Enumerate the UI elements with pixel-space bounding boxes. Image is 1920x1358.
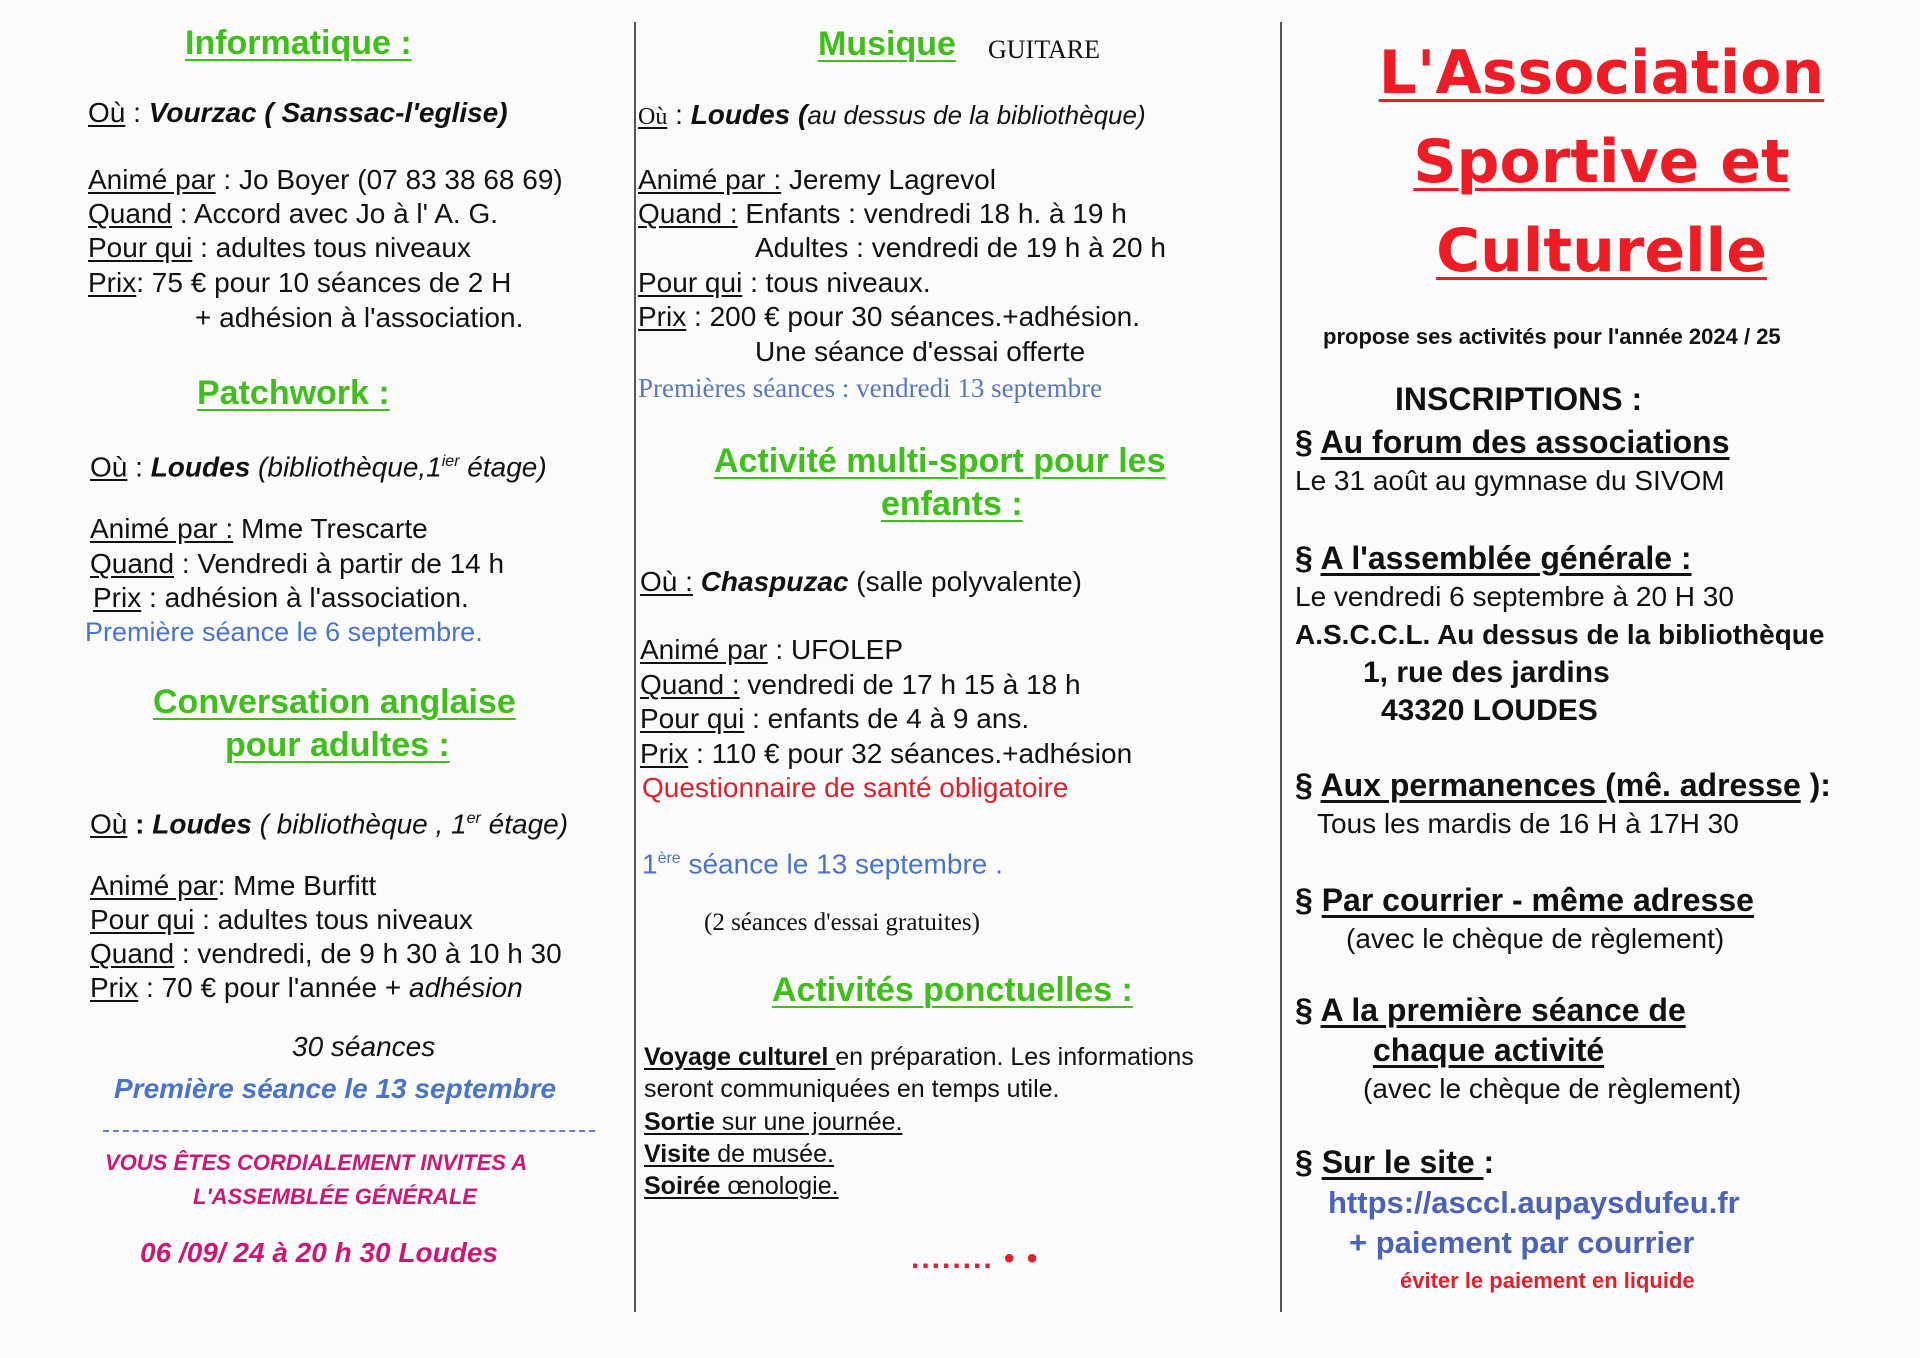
fold-line-2: [1280, 22, 1282, 1312]
voyage-culturel: Voyage culturel en préparation. Les informations: [644, 1043, 1194, 1071]
multisport-when: Quand : vendredi de 17 h 15 à 18 h: [640, 669, 1081, 700]
premiere-seance-heading-2: chaque activité: [1373, 1032, 1605, 1068]
musique-when: Quand : Enfants : vendredi 18 h. à 19 h: [638, 198, 1127, 229]
multisport-where: Où : Chaspuzac (salle polyvalente): [640, 566, 1082, 597]
courrier-heading: § Par courrier - même adresse: [1295, 882, 1754, 918]
invitation-line-1: VOUS ÊTES CORDIALEMENT INVITES A: [105, 1150, 528, 1175]
informatique-price-2: + adhésion à l'association.: [195, 302, 524, 333]
musique-first-sessions: Premières séances : vendredi 13 septembre: [638, 373, 1103, 403]
visite: Visite de musée.: [644, 1140, 834, 1168]
patchwork-first-session: Première séance le 6 septembre.: [85, 617, 483, 647]
right-column: [1283, 0, 1920, 1358]
forum-heading: § Au forum des associations: [1295, 424, 1730, 460]
ag-address-2: 1, rue des jardins: [1363, 656, 1610, 689]
courrier-text: (avec le chèque de règlement): [1346, 923, 1725, 954]
conversation-animator: Animé par: Mme Burfitt: [90, 870, 377, 901]
conversation-first-session: Première séance le 13 septembre: [114, 1073, 557, 1104]
voyage-culturel-2: seront communiquées en temps utile.: [644, 1075, 1060, 1103]
conversation-when: Quand : vendredi, de 9 h 30 à 10 h 30: [90, 938, 562, 969]
informatique-animator: Animé par : Jo Boyer (07 83 38 68 69): [88, 164, 563, 195]
multisport-trial: (2 séances d'essai gratuites): [704, 909, 980, 936]
invitation-date: 06 /09/ 24 à 20 h 30 Loudes: [140, 1237, 498, 1268]
conversation-price: Prix : 70 € pour l'année + adhésion: [90, 972, 523, 1003]
musique-animator: Animé par : Jeremy Lagrevol: [638, 164, 996, 195]
informatique-price: Prix: 75 € pour 10 séances de 2 H: [88, 267, 512, 298]
patchwork-animator: Animé par : Mme Trescarte: [90, 513, 428, 544]
conversation-sessions: 30 séances: [292, 1031, 436, 1062]
informatique-where: Où : Vourzac ( Sanssac-l'eglise): [88, 97, 508, 128]
ag-heading: § A l'assemblée générale :: [1295, 540, 1692, 576]
forum-text: Le 31 août au gymnase du SIVOM: [1295, 465, 1725, 496]
multisport-health-form: Questionnaire de santé obligatoire: [642, 772, 1069, 803]
musique-price: Prix : 200 € pour 30 séances.+adhésion.: [638, 301, 1141, 332]
patchwork-when: Quand : Vendredi à partir de 14 h: [90, 548, 505, 579]
site-heading: § Sur le site :: [1295, 1144, 1495, 1180]
middle-column: [636, 0, 1279, 1358]
conversation-where: Où : Loudes ( bibliothèque , 1er étage): [90, 808, 569, 840]
soiree: Soirée œnologie.: [644, 1172, 839, 1200]
association-title-2: Sportive et: [1413, 127, 1790, 197]
dashed-divider: [103, 1130, 595, 1132]
permanences-heading: § Aux permanences (mê. adresse ):: [1295, 767, 1831, 803]
ag-address-3: 43320 LOUDES: [1381, 694, 1598, 727]
informatique-title: Informatique :: [185, 24, 412, 62]
ag-date: Le vendredi 6 septembre à 20 H 30: [1295, 581, 1734, 612]
musique-subtitle: GUITARE: [988, 35, 1101, 64]
conversation-title-2: pour adultes :: [225, 726, 450, 764]
multisport-title-1: Activité multi-sport pour les: [714, 442, 1166, 480]
ponctuelles-title: Activités ponctuelles :: [772, 971, 1133, 1009]
left-column: [0, 0, 632, 1358]
multisport-animator: Animé par : UFOLEP: [640, 634, 903, 665]
patchwork-title: Patchwork :: [197, 374, 390, 412]
musique-for-whom: Pour qui : tous niveaux.: [638, 267, 931, 298]
musique-when-2: Adultes : vendredi de 19 h à 20 h: [755, 232, 1166, 263]
premiere-seance-text: (avec le chèque de règlement): [1363, 1073, 1742, 1104]
informatique-for-whom: Pour qui : adultes tous niveaux: [88, 232, 471, 263]
site-payment: + paiement par courrier: [1349, 1225, 1695, 1260]
permanences-text: Tous les mardis de 16 H à 17H 30: [1317, 808, 1739, 839]
musique-title: Musique: [818, 25, 956, 63]
association-title-3: Culturelle: [1436, 216, 1767, 286]
conversation-title-1: Conversation anglaise: [153, 683, 516, 721]
multisport-price: Prix : 110 € pour 32 séances.+adhésion: [640, 738, 1133, 769]
invitation-line-2: L'ASSEMBLÉE GÉNÉRALE: [193, 1184, 477, 1209]
sortie: Sortie sur une journée.: [644, 1108, 903, 1136]
inscriptions-heading: INSCRIPTIONS :: [1395, 381, 1643, 417]
premiere-seance-heading: § A la première séance de: [1295, 992, 1686, 1028]
informatique-when: Quand : Accord avec Jo à l' A. G.: [88, 198, 499, 229]
decorative-dots: ........ • •: [911, 1242, 1040, 1275]
patchwork-where: Où : Loudes ($bibliothèque,1^{ier}$ étage): [90, 451, 547, 483]
multisport-first-session: 1ère séance le 13 septembre .: [642, 848, 1003, 880]
ag-address-1: A.S.C.C.L. Au dessus de la bibliothèque: [1295, 619, 1825, 650]
association-title-1: L'Association: [1378, 38, 1825, 108]
propose-text: propose ses activités pour l'année 2024 / 25: [1323, 324, 1781, 349]
cash-warning: éviter le paiement en liquide: [1400, 1268, 1695, 1293]
musique-where: Où : Loudes (au dessus de la bibliothèque): [638, 99, 1146, 130]
patchwork-price: Prix : adhésion à l'association.: [93, 582, 469, 613]
musique-trial: Une séance d'essai offerte: [755, 336, 1086, 367]
conversation-for-whom: Pour qui : adultes tous niveaux: [90, 904, 473, 935]
multisport-title-2: enfants :: [881, 485, 1023, 523]
multisport-for-whom: Pour qui : enfants de 4 à 9 ans.: [640, 703, 1030, 734]
site-url[interactable]: https://asccl.aupaysdufeu.fr: [1328, 1185, 1740, 1220]
